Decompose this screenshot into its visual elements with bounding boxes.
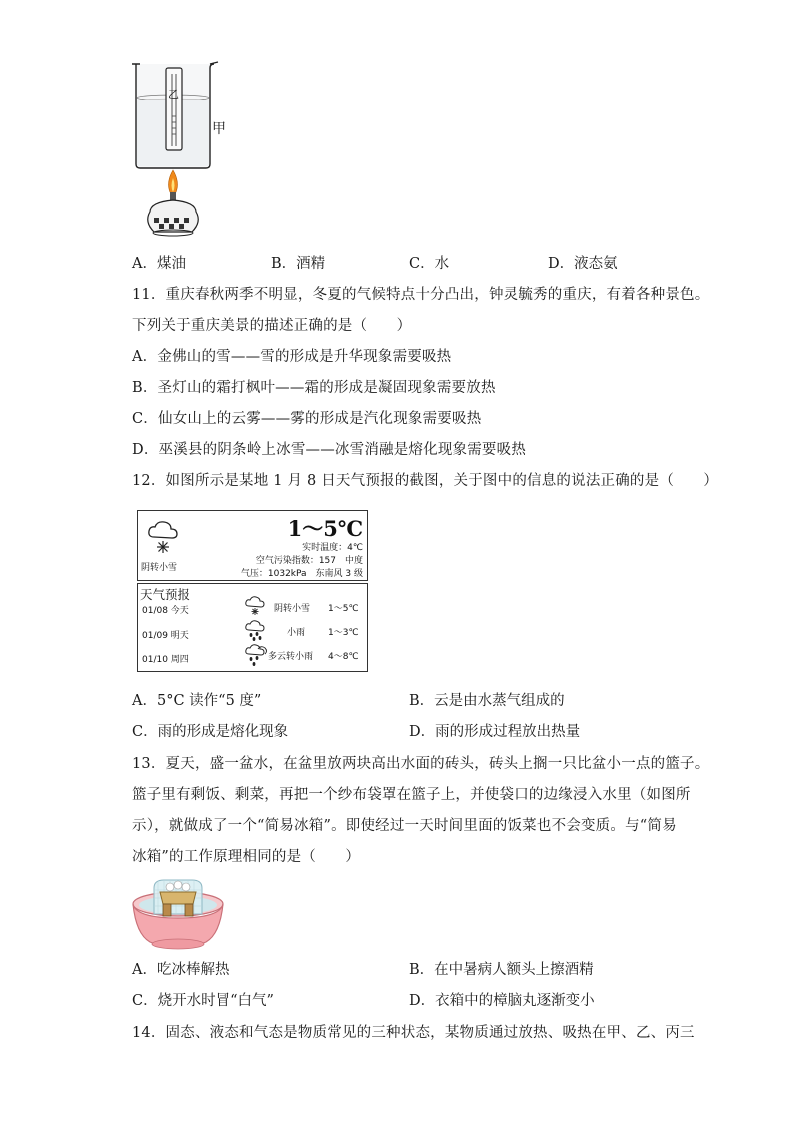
beaker-label-outer: 甲 bbox=[212, 121, 226, 137]
realtime-temp: 实时温度：4℃ bbox=[302, 543, 363, 553]
cloud-rain-icon bbox=[244, 643, 268, 667]
forecast-desc-1: 阴转小雪 bbox=[274, 604, 311, 614]
q13-option-a: A．吃冰棒解热 bbox=[132, 962, 230, 978]
q14-stem-line1: 14．固态、液态和气态是物质常见的三种状态，某物质通过放热、吸热在甲、乙、丙三 bbox=[132, 1025, 695, 1041]
q11-option-c: C．仙女山上的云雾——雾的形成是汽化现象需要吸热 bbox=[132, 411, 482, 427]
forecast-desc-2: 小雨 bbox=[287, 628, 306, 638]
forecast-desc-3: 多云转小雨 bbox=[268, 652, 314, 662]
forecast-temp-3: 4～8℃ bbox=[328, 652, 359, 662]
snow-cloud-icon bbox=[244, 596, 266, 616]
weather-forecast-panel bbox=[137, 583, 368, 672]
forecast-title: 天气预报 bbox=[140, 587, 191, 602]
pressure-wind: 气压：1032kPa 东南风 3 级 bbox=[240, 569, 363, 579]
q11-stem-line2: 下列关于重庆美景的描述正确的是（ ） bbox=[132, 318, 412, 334]
q11-option-d: D．巫溪县的阴条岭上冰雪——冰雪消融是熔化现象需要吸热 bbox=[132, 442, 527, 458]
q13-option-d: D．衣箱中的樟脑丸逐渐变小 bbox=[409, 993, 595, 1009]
beaker-label-inner: 乙 bbox=[168, 88, 179, 101]
forecast-temp-2: 1～3℃ bbox=[328, 628, 359, 638]
q13-stem-line3: 示），就做成了一个“简易冰箱”。即使经过一天时间里面的饭菜也不会变质。与“简易 bbox=[132, 818, 677, 834]
q12-option-d: D．雨的形成过程放出热量 bbox=[409, 724, 581, 740]
q12-option-c: C．雨的形成是熔化现象 bbox=[132, 724, 289, 740]
q13-option-c: C．烧开水时冒“白气” bbox=[132, 993, 274, 1009]
q13-stem-line2: 篮子里有剩饭、剩菜，再把一个纱布袋罩在篮子上，并使袋口的边缘浸入水里（如图所 bbox=[132, 787, 691, 803]
q10-option-d: D．液态氨 bbox=[548, 256, 618, 272]
q11-option-a: A．金佛山的雪——雪的形成是升华现象需要吸热 bbox=[132, 349, 452, 365]
q13-stem-line4: 冰箱”的工作原理相同的是（ ） bbox=[132, 849, 361, 865]
today-weather-desc: 阴转小雪 bbox=[141, 563, 178, 573]
forecast-date-1: 01/08 今天 bbox=[142, 606, 189, 616]
simple-fridge-figure bbox=[130, 874, 226, 956]
forecast-date-3: 01/10 周四 bbox=[142, 655, 189, 665]
forecast-temp-1: 1～5℃ bbox=[328, 604, 359, 614]
q13-stem-line1: 13．夏天，盛一盆水，在盆里放两块高出水面的砖头，砖头上搁一只比盆小一点的篮子。 bbox=[132, 756, 710, 772]
air-quality-index: 空气污染指数：157 中度 bbox=[255, 556, 363, 566]
q12-stem: 12．如图所示是某地 1 月 8 日天气预报的截图，关于图中的信息的说法正确的是（ ） bbox=[132, 473, 719, 489]
q12-option-a: A．5°C 读作“5 度” bbox=[132, 693, 262, 709]
beaker-lamp-figure bbox=[130, 60, 240, 250]
q10-option-a: A．煤油 bbox=[132, 256, 186, 272]
weather-current-panel bbox=[137, 510, 368, 581]
today-temp-range: 1～5℃ bbox=[287, 516, 363, 541]
snow-cloud-icon bbox=[146, 519, 180, 555]
q10-option-b: B．酒精 bbox=[271, 256, 326, 272]
q12-option-b: B．云是由水蒸气组成的 bbox=[409, 693, 565, 709]
forecast-date-2: 01/09 明天 bbox=[142, 631, 189, 641]
q10-option-c: C．水 bbox=[409, 256, 450, 272]
q11-stem-line1: 11．重庆春秋两季不明显，冬夏的气候特点十分凸出，钟灵毓秀的重庆，有着各种景色。 bbox=[132, 287, 710, 303]
q13-option-b: B．在中暑病人额头上擦酒精 bbox=[409, 962, 594, 978]
rain-cloud-icon bbox=[244, 620, 266, 642]
q11-option-b: B．圣灯山的霜打枫叶——霜的形成是凝固现象需要放热 bbox=[132, 380, 496, 396]
